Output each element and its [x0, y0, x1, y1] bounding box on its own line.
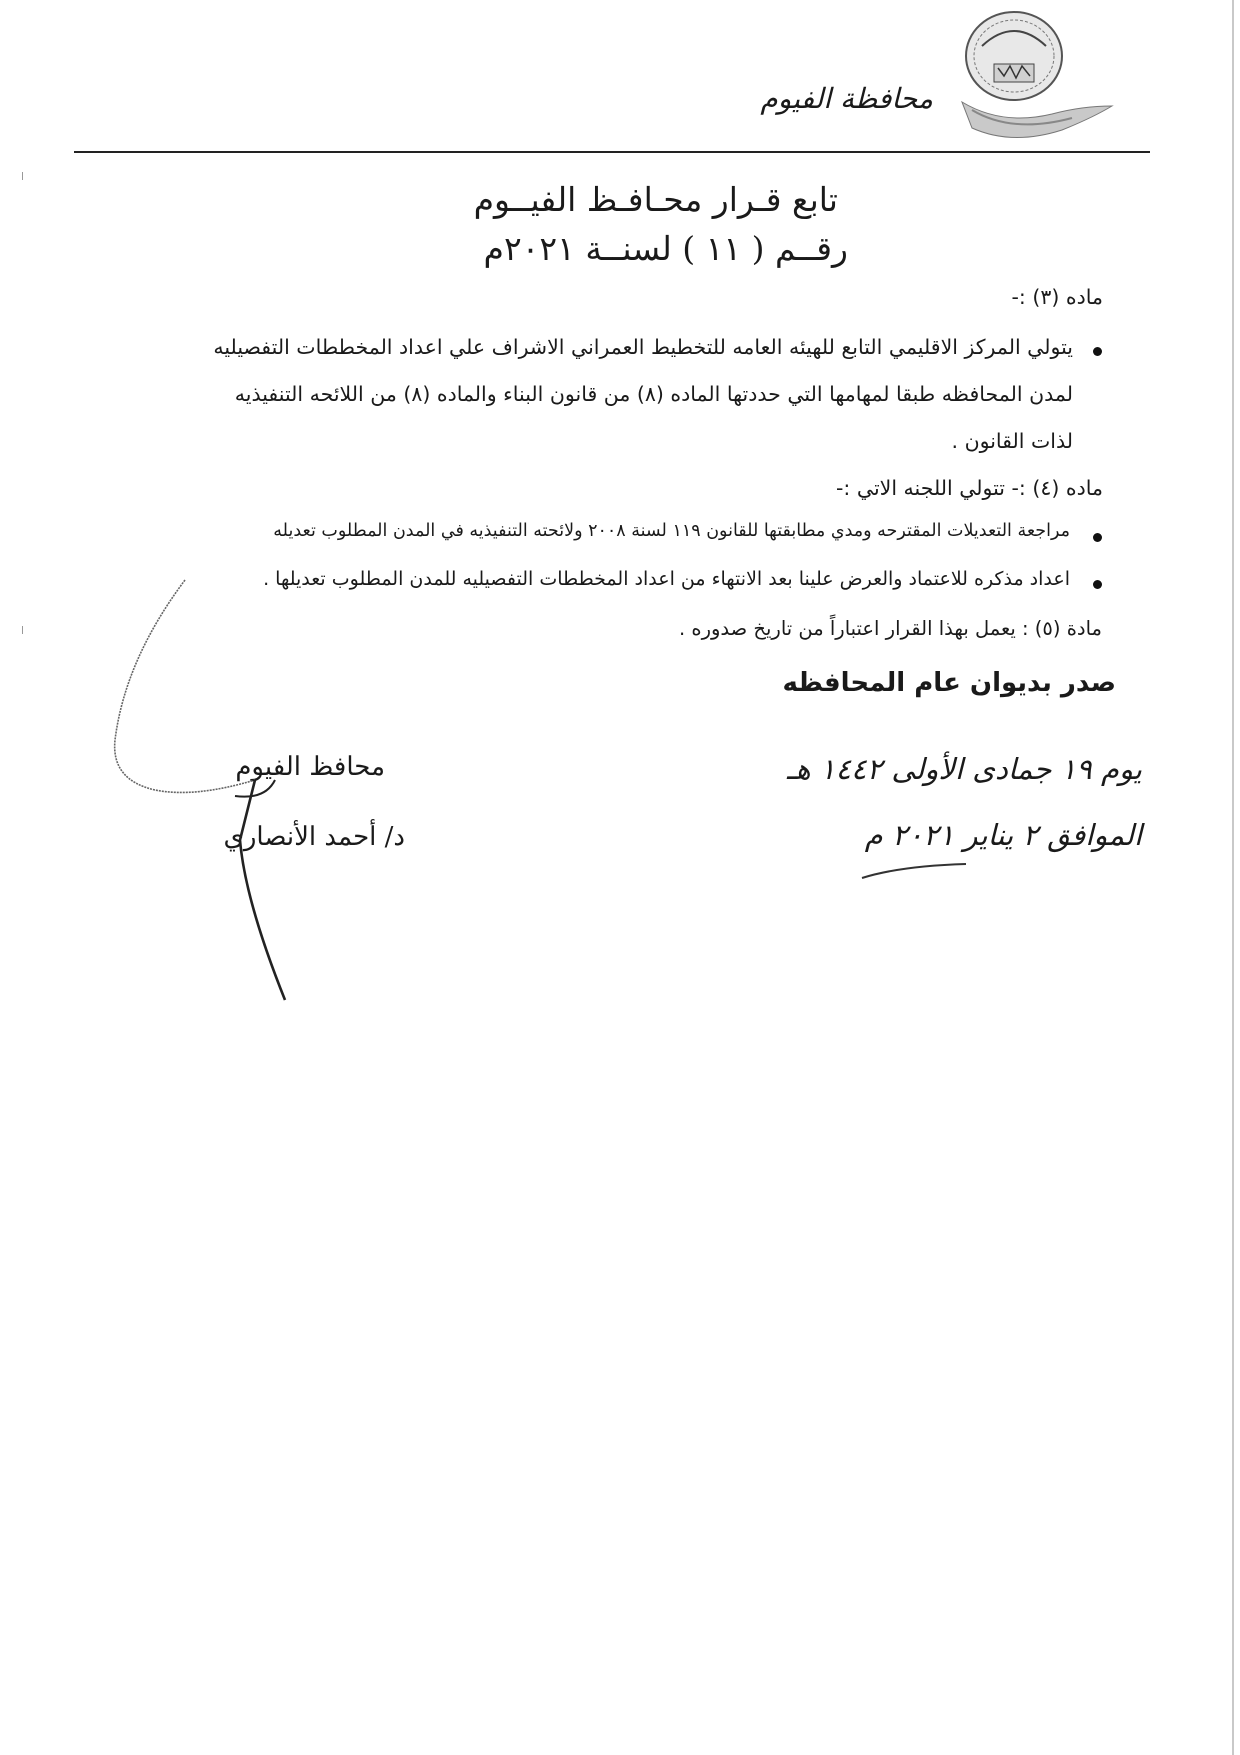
article-4-item2: اعداد مذكره للاعتماد والعرض علينا بعد الانتهاء من اعداد المخططات التفصيليه للمدن المطلوب تعديلها . [263, 568, 1070, 590]
gregorian-date: الموافق ٢ يناير ٢٠٢١ م [864, 818, 1142, 852]
decree-number: رقــم ( ١١ ) لسنــة ٢٠٢١م [483, 229, 848, 268]
article-5: مادة (٥) : يعمل بهذا القرار اعتباراً من تاريخ صدوره . [678, 617, 1102, 640]
page-edge-line [1232, 0, 1234, 1755]
article-3-line3: لذات القانون . [951, 429, 1073, 453]
governor-title: محافظ الفيوم [235, 752, 385, 782]
handwritten-signature [105, 570, 365, 1010]
decree-title: تابع قـرار محـافـظ الفيــوم [473, 180, 838, 219]
article-3-line1: يتولي المركز الاقليمي التابع للهيئه العامه للتخطيط العمراني الاشراف علي اعداد المخططات التفصيليه [213, 335, 1073, 359]
governorate-seal [952, 6, 1117, 146]
handwritten-underline [860, 858, 970, 886]
article-3-heading: ماده (٣) :- [1011, 285, 1103, 309]
margin-tick [22, 626, 23, 634]
article-4-heading: ماده (٤) :- تتولي اللجنه الاتي :- [836, 476, 1103, 500]
bullet [1093, 533, 1102, 542]
bullet [1093, 347, 1102, 356]
issued-line: صدر بديوان عام المحافظه [782, 668, 1116, 698]
governor-name: د/ أحمد الأنصاري [223, 822, 405, 852]
header-rule [74, 151, 1150, 153]
article-3-line2: لمدن المحافظه طبقا لمهامها التي حددتها الماده (٨) من قانون البناء والماده (٨) من اللائحه التنفيذيه [234, 382, 1073, 406]
governorate-name: محافظة الفيوم [760, 82, 933, 115]
hijri-date: يوم ١٩ جمادى الأولى ١٤٤٢ هـ [786, 752, 1142, 786]
margin-tick [22, 172, 23, 180]
bullet [1093, 580, 1102, 589]
article-4-item1: مراجعة التعديلات المقترحه ومدي مطابقتها للقانون ١١٩ لسنة ٢٠٠٨ ولائحته التنفيذيه في المدن المطلوب تعديله [273, 521, 1070, 541]
